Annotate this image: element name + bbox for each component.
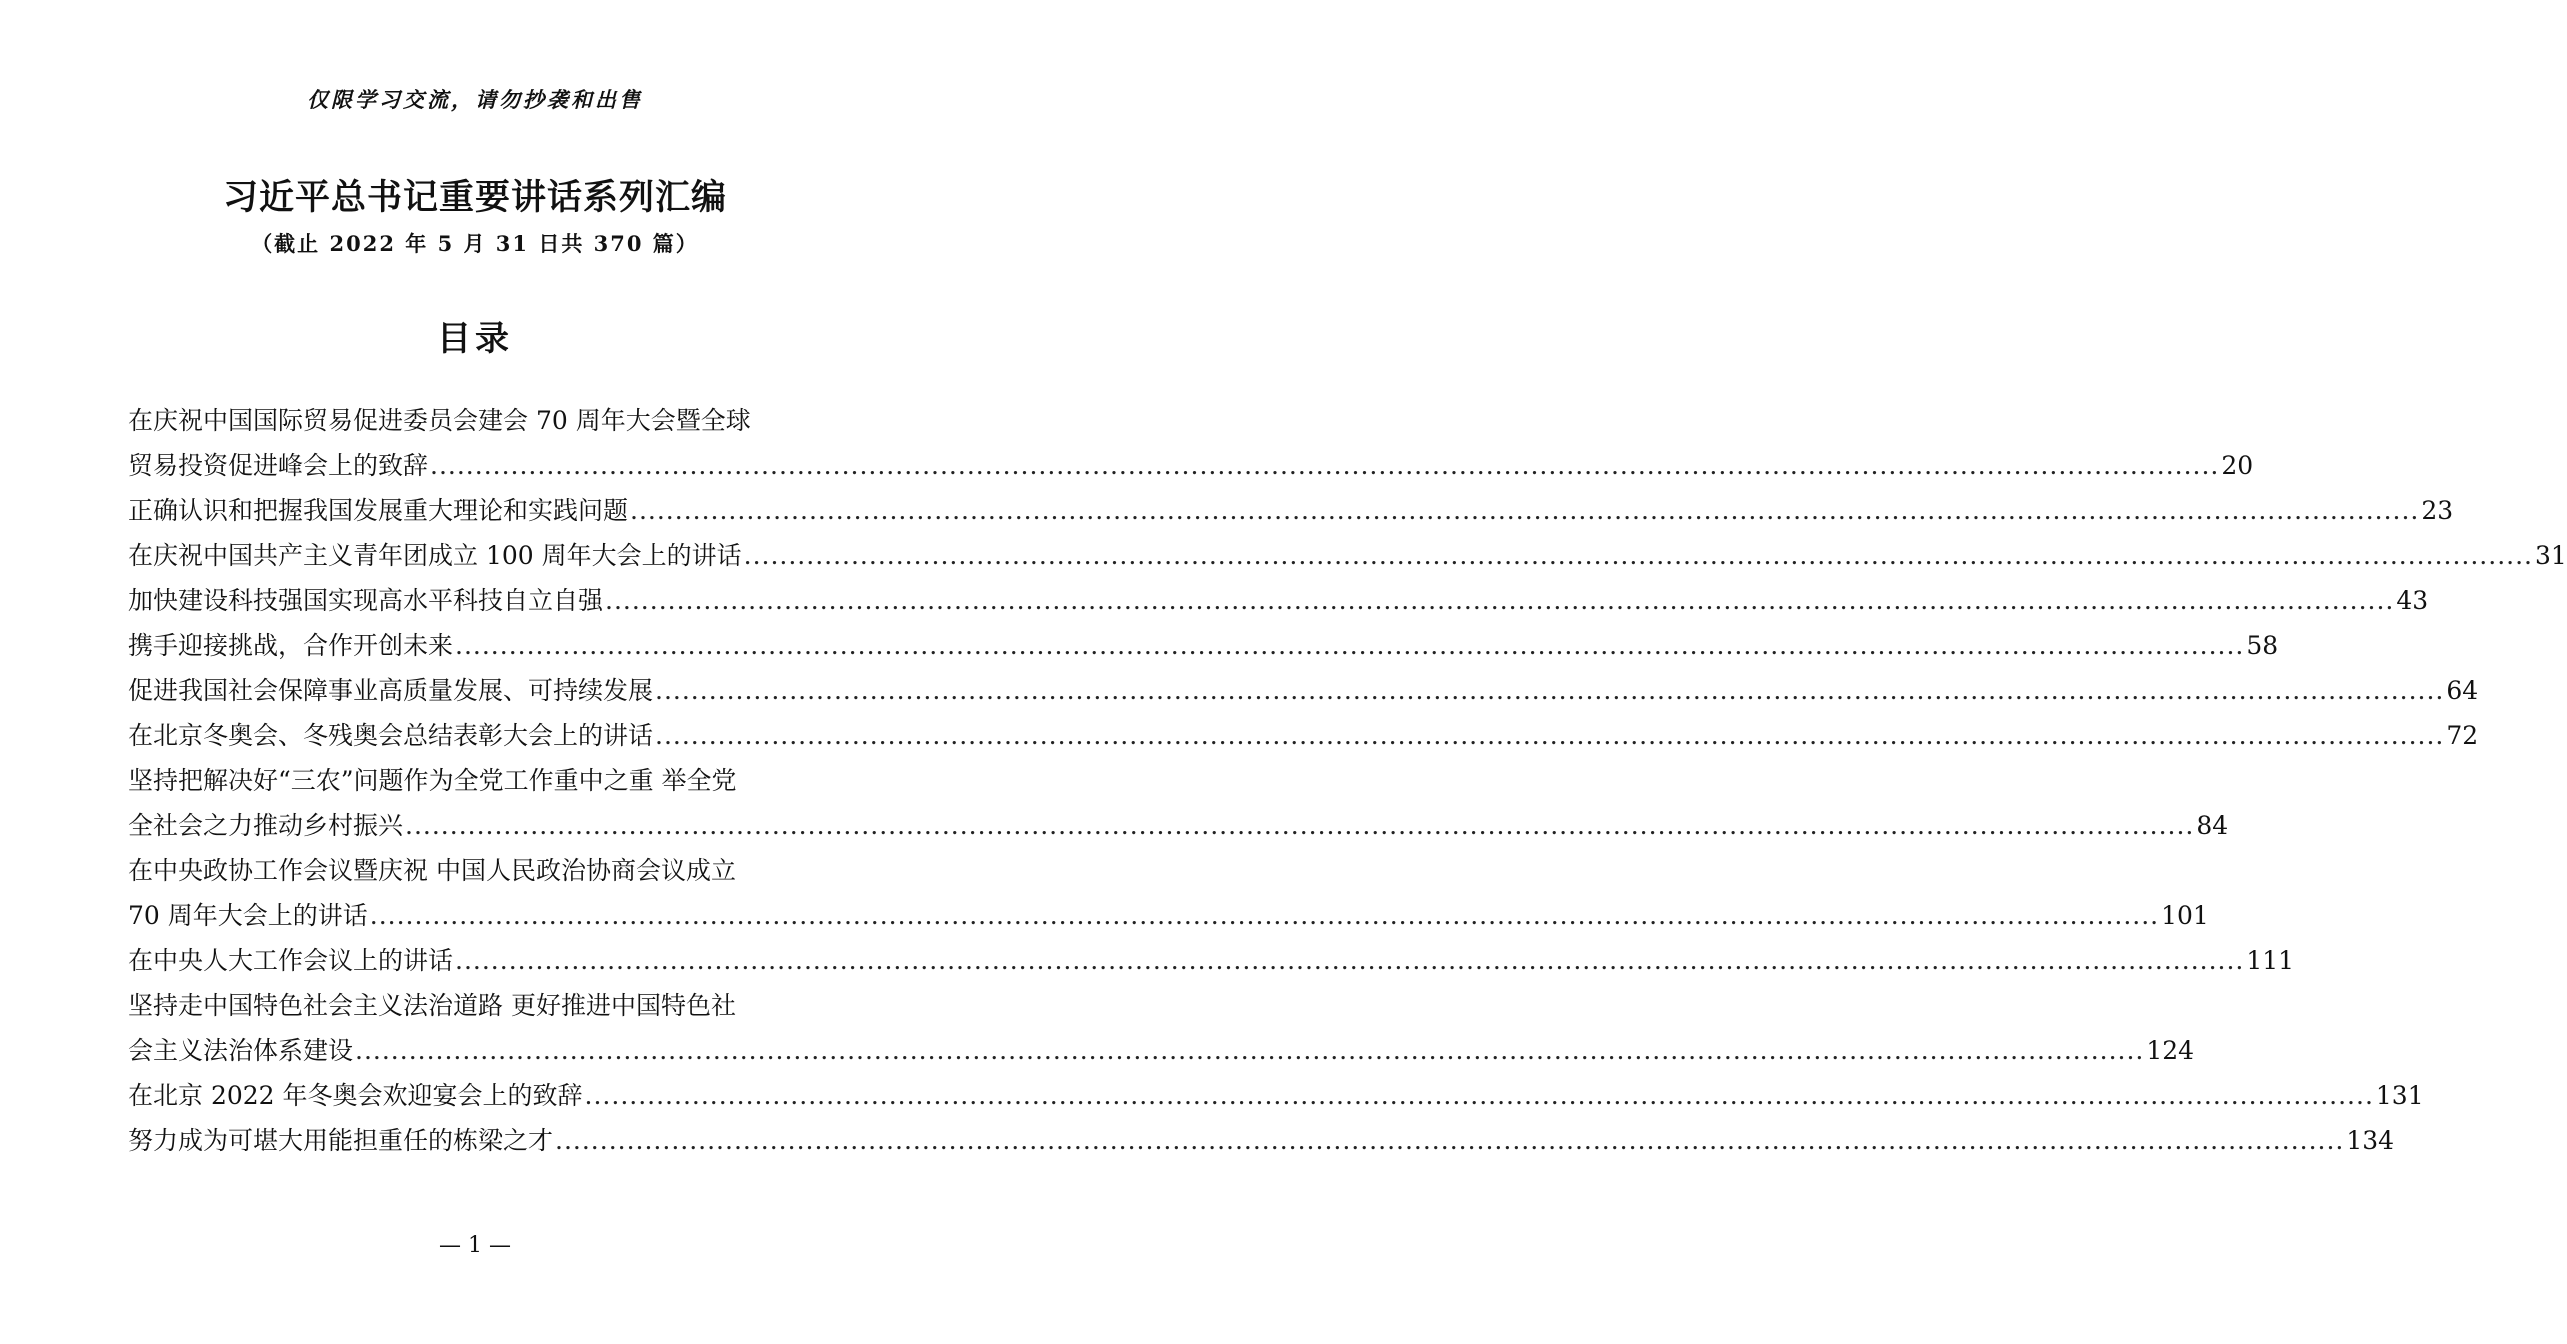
dot-leader: ........................................................................................................................................................................................................ bbox=[455, 946, 2245, 975]
toc-page-number: 124 bbox=[2146, 1036, 2195, 1065]
table-of-contents bbox=[128, 398, 2567, 1163]
toc-page-number: 72 bbox=[2446, 721, 2479, 750]
toc-entry-title: 在庆祝中国共产主义青年团成立 100 周年大会上的讲话 bbox=[128, 541, 742, 570]
toc-entry-title: 在中央人大工作会议上的讲话 bbox=[128, 946, 454, 975]
toc-page-number: 31 bbox=[2534, 541, 2567, 570]
toc-page-number: 58 bbox=[2246, 631, 2279, 660]
dot-leader: ........................................................................................................................................................................................................ bbox=[369, 901, 2160, 930]
toc-page-number: 101 bbox=[2161, 901, 2209, 930]
dot-leader: ........................................................................................................................................................................................................ bbox=[655, 676, 2445, 705]
toc-entry-title: 会主义法治体系建设 bbox=[128, 1036, 354, 1065]
toc-entry-title: 促进我国社会保障事业高质量发展、可持续发展 bbox=[128, 676, 654, 705]
toc-entry-title: 加快建设科技强国实现高水平科技自立自强 bbox=[128, 586, 604, 615]
dot-leader: ........................................................................................................................................................................................................ bbox=[605, 586, 2395, 615]
document-title: 习近平总书记重要讲话系列汇编 bbox=[222, 177, 727, 218]
dot-leader: ........................................................................................................................................................................................................ bbox=[655, 721, 2445, 750]
toc-page-number: 20 bbox=[2221, 451, 2254, 480]
toc-page-number: 23 bbox=[2421, 496, 2454, 525]
dot-leader: ........................................................................................................................................................................................................ bbox=[584, 1081, 2374, 1110]
toc-entry[interactable] bbox=[128, 533, 2567, 578]
dot-leader: ........................................................................................................................................................................................................ bbox=[743, 541, 2533, 570]
toc-page-number: 43 bbox=[2396, 586, 2429, 615]
toc-entry[interactable] bbox=[128, 1118, 2395, 1163]
toc-entry-title: 在北京冬奥会、冬残奥会总结表彰大会上的讲话 bbox=[128, 721, 654, 750]
toc-page-number: 111 bbox=[2246, 946, 2295, 975]
toc-entry-title: 携手迎接挑战，合作开创未来 bbox=[128, 631, 454, 660]
page-number: — 1 — bbox=[439, 1233, 511, 1258]
toc-entry[interactable] bbox=[128, 398, 2254, 488]
dot-leader: ........................................................................................................................................................................................................ bbox=[630, 496, 2420, 525]
toc-entry-title: 70 周年大会上的讲话 bbox=[128, 901, 368, 930]
toc-entry[interactable] bbox=[128, 578, 2429, 623]
toc-entry-title: 全社会之力推动乡村振兴 bbox=[128, 811, 404, 840]
dot-leader: ........................................................................................................................................................................................................ bbox=[355, 1036, 2145, 1065]
toc-page-number: 64 bbox=[2446, 676, 2479, 705]
toc-page-number: 131 bbox=[2375, 1081, 2424, 1110]
toc-entry-title-line1: 坚持走中国特色社会主义法治道路 更好推进中国特色社 bbox=[128, 991, 736, 1020]
toc-heading: 目录 bbox=[437, 319, 513, 359]
toc-entry[interactable] bbox=[128, 488, 2454, 533]
toc-entry-title: 正确认识和把握我国发展重大理论和实践问题 bbox=[128, 496, 629, 525]
dot-leader: ........................................................................................................................................................................................................ bbox=[405, 811, 2195, 840]
usage-notice: 仅限学习交流，请勿抄袭和出售 bbox=[307, 87, 643, 112]
toc-page-number: 84 bbox=[2196, 811, 2229, 840]
toc-entry-title-line1: 在庆祝中国国际贸易促进委员会建会 70 周年大会暨全球 bbox=[128, 406, 751, 435]
toc-entry-title-line1: 坚持把解决好“三农”问题作为全党工作重中之重 举全党 bbox=[128, 766, 737, 795]
toc-entry[interactable] bbox=[128, 623, 2279, 668]
toc-entry[interactable] bbox=[128, 668, 2479, 713]
toc-entry[interactable] bbox=[128, 983, 2195, 1073]
toc-entry[interactable] bbox=[128, 1073, 2424, 1118]
toc-entry[interactable] bbox=[128, 758, 2229, 848]
dot-leader: ........................................................................................................................................................................................................ bbox=[455, 631, 2245, 660]
dot-leader: ........................................................................................................................................................................................................ bbox=[430, 451, 2220, 480]
toc-entry-title: 努力成为可堪大用能担重任的栋梁之才 bbox=[128, 1126, 554, 1155]
toc-entry-title-line1: 在中央政协工作会议暨庆祝 中国人民政治协商会议成立 bbox=[128, 856, 736, 885]
toc-entry-title: 贸易投资促进峰会上的致辞 bbox=[128, 451, 429, 480]
document-subtitle: （截止 2022 年 5 月 31 日共 370 篇） bbox=[251, 231, 699, 256]
toc-entry[interactable] bbox=[128, 938, 2295, 983]
dot-leader: ........................................................................................................................................................................................................ bbox=[555, 1126, 2345, 1155]
toc-entry[interactable] bbox=[128, 713, 2479, 758]
toc-page-number: 134 bbox=[2346, 1126, 2395, 1155]
toc-entry-title: 在北京 2022 年冬奥会欢迎宴会上的致辞 bbox=[128, 1081, 583, 1110]
toc-entry[interactable] bbox=[128, 848, 2209, 938]
